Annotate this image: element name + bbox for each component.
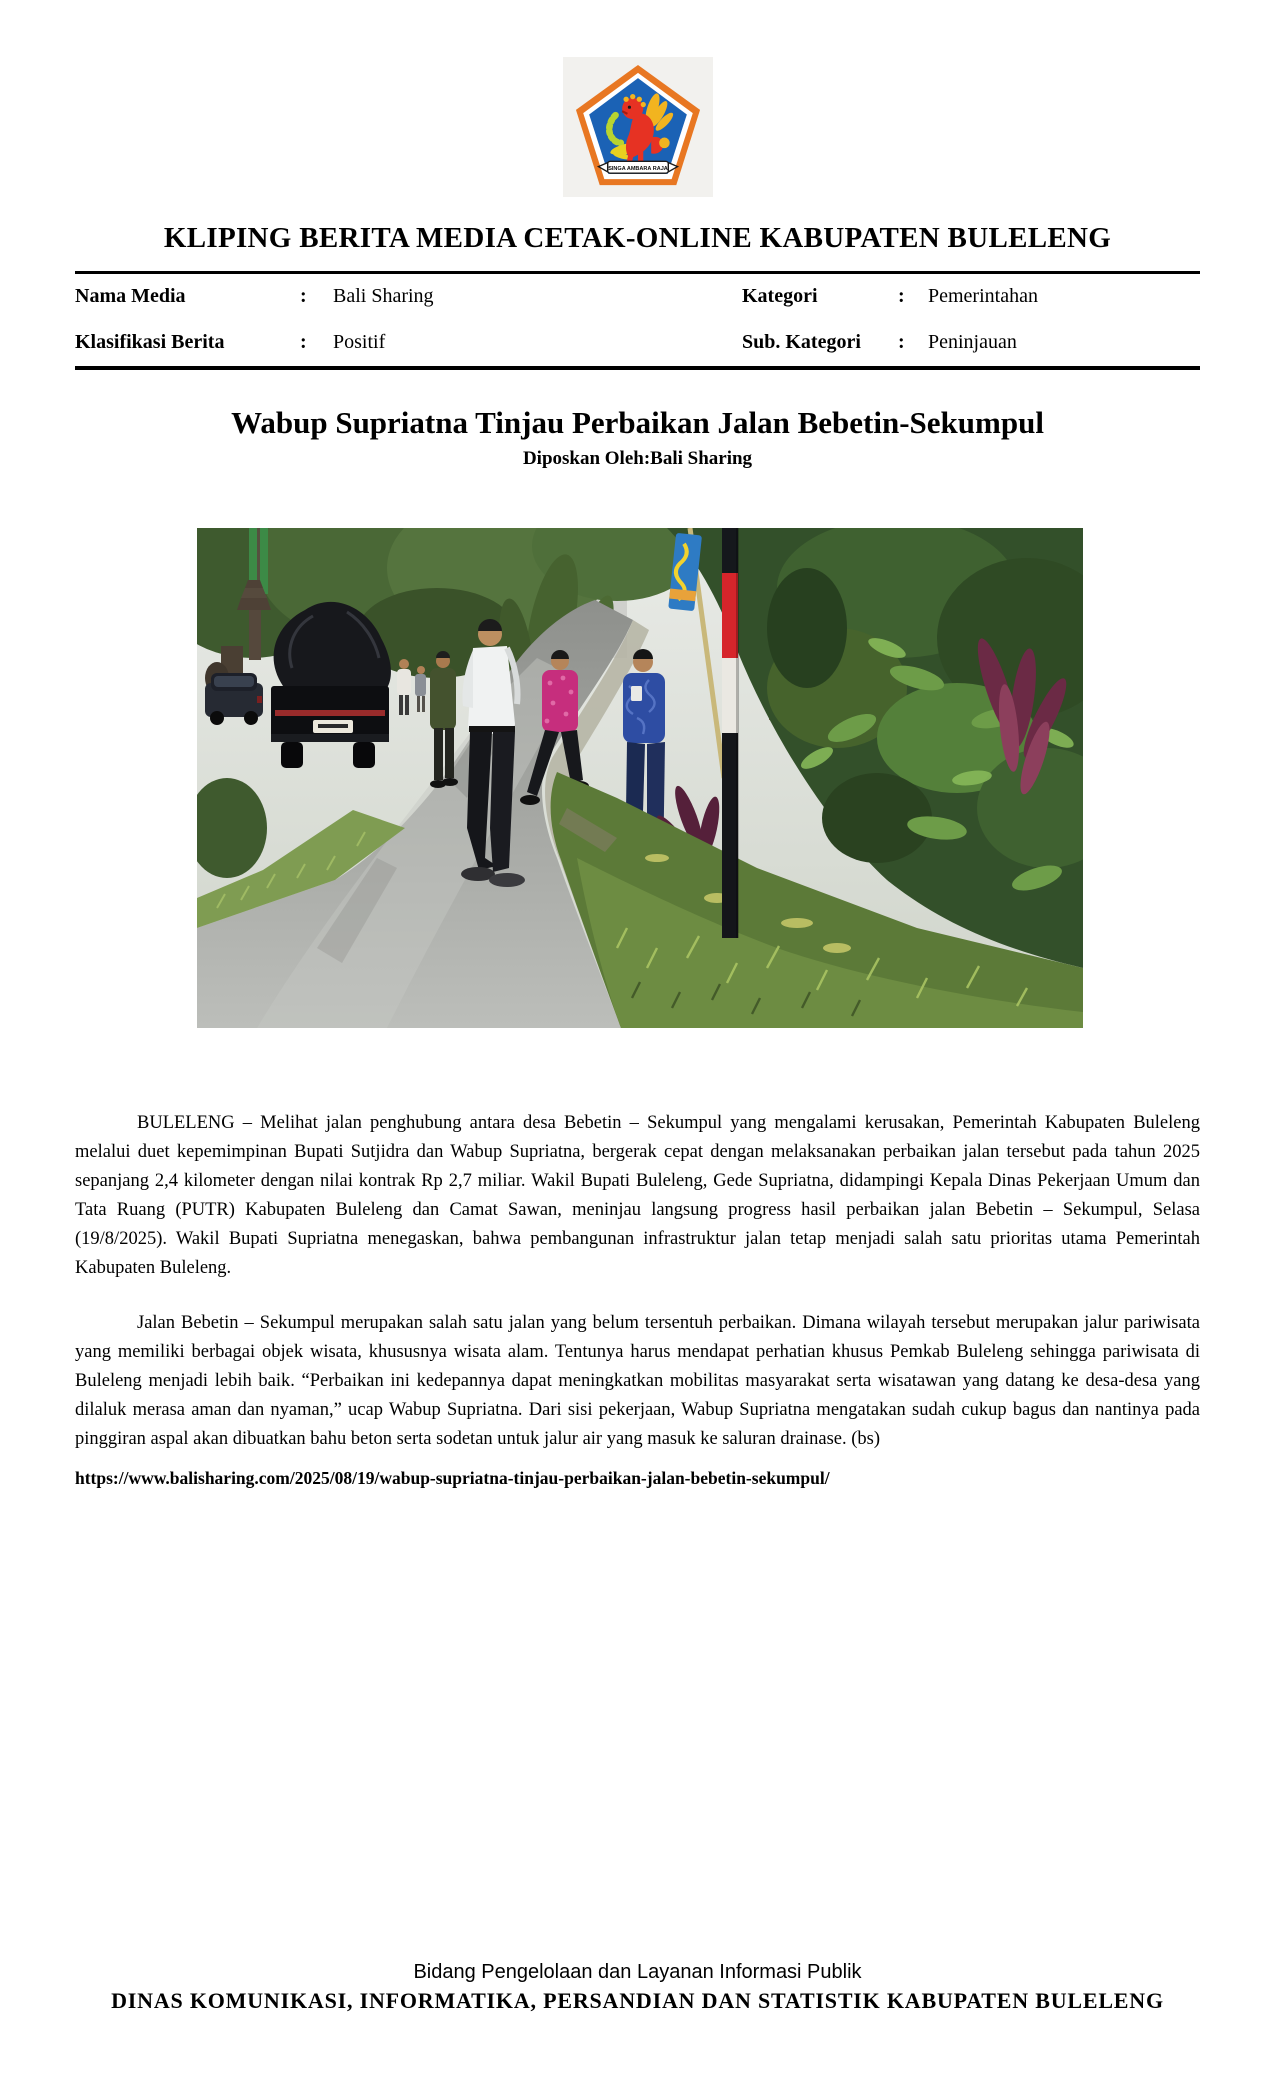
meta-value-klasifikasi: Positif: [333, 331, 386, 353]
meta-colon: :: [300, 285, 307, 307]
meta-divider: [75, 366, 1200, 370]
singa-ambara-raja-icon: [569, 61, 707, 193]
road-inspection-photo: [197, 528, 1083, 1028]
meta-label-klasifikasi: Klasifikasi Berita: [75, 331, 225, 353]
meta-colon: :: [898, 331, 905, 353]
article-photo: [197, 528, 1083, 1028]
meta-label-sub-kategori: Sub. Kategori: [742, 331, 861, 353]
meta-colon: :: [898, 285, 905, 307]
footer-agency: DINAS KOMUNIKASI, INFORMATIKA, PERSANDIAN DAN STATISTIK KABUPATEN BULELENG: [111, 1988, 1164, 2013]
logo-banner-ribbon: [598, 161, 677, 173]
header-divider: [75, 271, 1200, 274]
logo-banner-text: SINGA AMBARA RAJA: [608, 166, 668, 173]
meta-value-kategori: Pemerintahan: [928, 285, 1038, 307]
source-url: https://www.balisharing.com/2025/08/19/wabup-supriatna-tinjau-perbaikan-jalan-bebetin-sekumpul/: [75, 1468, 830, 1488]
article-paragraph-1: BULELENG – Melihat jalan penghubung antara desa Bebetin – Sekumpul yang mengalami kerusakan, Pemerintah Kabupaten Buleleng melalui duet kepemimpinan Bupati Sutjidra dan Wabup Supriatna, bergerak cepat dengan melaksanakan perbaikan jalan tersebut pada tahun 2025 sepanjang 2,4 kilometer dengan nilai kontrak Rp 2,7 miliar. Wakil Bupati Buleleng, Gede Supriatna, didampingi Kepala Dinas Pekerjaan Umum dan Tata Ruang (PUTR) Kabupaten Buleleng dan Camat Sawan, meninjau langsung progress hasil perbaikan jalan Bebetin – Sekumpul, Selasa (19/8/2025). Wakil Bupati Supriatna menegaskan, bahwa pembangunan infrastruktur jalan tetap menjadi salah satu prioritas utama Pemerintah Kabupaten Buleleng.: [75, 1113, 1200, 1278]
article-byline: Diposkan Oleh:Bali Sharing: [522, 448, 753, 469]
article-title: Wabup Supriatna Tinjau Perbaikan Jalan Bebetin-Sekumpul: [231, 405, 1044, 440]
buleleng-emblem-logo: [563, 57, 713, 197]
article-paragraph-2: Jalan Bebetin – Sekumpul merupakan salah satu jalan yang belum tersentuh perbaikan. Dimana wilayah tersebut merupakan jalur pariwisata yang memiliki berbagai objek wisata, khususnya wisata alam. Tentunya harus mendapat perhatian khusus Pemkab Buleleng sehingga pariwisata di Buleleng menjadi lebih baik. “Perbaikan ini kedepannya dapat meningkatkan mobilitas masyarakat serta wisatawan yang datang ke desa-desa yang dilaluk merasa aman dan nyaman,” ucap Wabup Supriatna. Dari sisi pekerjaan, Wabup Supriatna mengatakan sudah cukup bagus dan nantinya pada pinggiran aspal akan dibuatkan bahu beton serta sodetan untuk jalur air yang masuk ke saluran drainase. (bs): [75, 1313, 1200, 1449]
meta-label-kategori: Kategori: [742, 285, 818, 307]
page-title: KLIPING BERITA MEDIA CETAK-ONLINE KABUPATEN BULELENG: [163, 222, 1112, 254]
meta-label-nama-media: Nama Media: [75, 285, 186, 307]
meta-value-sub-kategori: Peninjauan: [928, 331, 1017, 353]
article-body: [75, 1109, 1200, 1480]
footer-division: Bidang Pengelolaan dan Layanan Informasi Publik: [413, 1961, 862, 1983]
red-white-marker-pole: [722, 528, 739, 938]
meta-value-nama-media: Bali Sharing: [333, 285, 434, 307]
meta-colon: :: [300, 331, 307, 353]
